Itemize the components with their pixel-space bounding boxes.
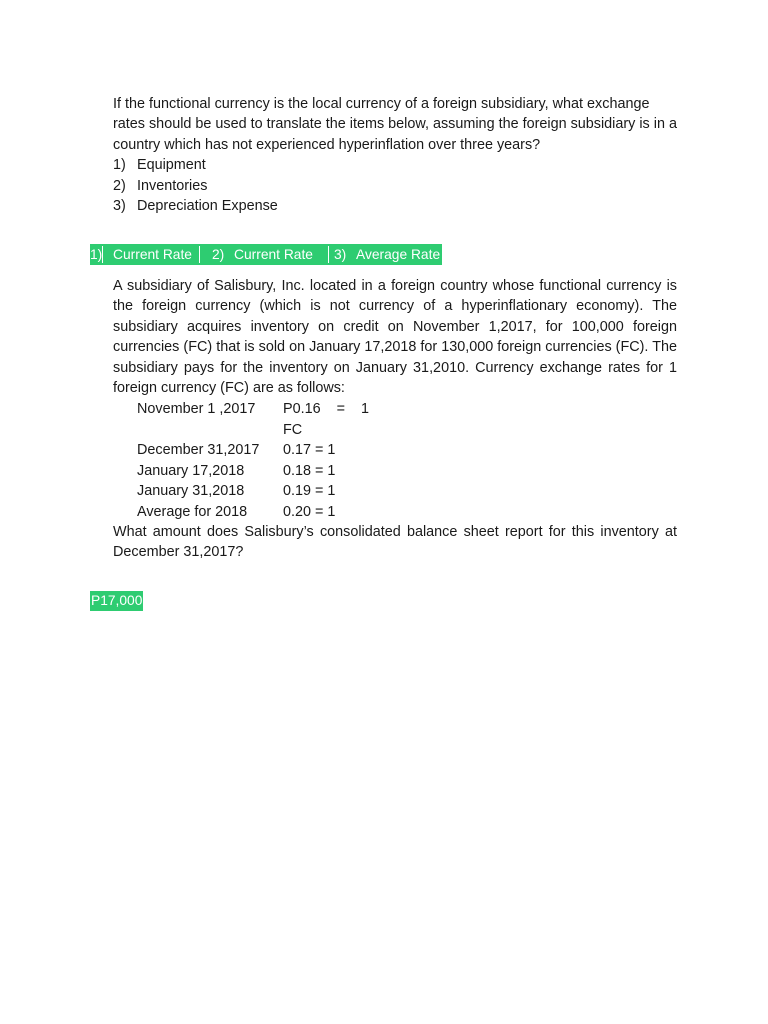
rate-date: January 31,2018: [137, 483, 245, 499]
list-item-label: Depreciation Expense: [137, 198, 278, 215]
rate-date: Average for 2018: [137, 503, 248, 520]
rate-date: January 17,2018: [137, 462, 245, 479]
divider: [199, 246, 200, 263]
list-item-label: Equipment: [137, 157, 206, 174]
rate-value: P0.16 = 1: [283, 401, 369, 417]
rate-value: 0.19 = 1: [283, 483, 336, 499]
answer-1-num-3: 3): [334, 247, 347, 262]
rate-row: [137, 420, 397, 440]
question-1-text: If the functional currency is the local currency of a foreign subsidiary, what exchange rates should be used to translate the items below, assuming the foreign subsidiary is in a country which has not experienced hyperinflation over three years?: [113, 96, 677, 153]
rate-row: [137, 502, 397, 522]
answer-2-highlight: P17,000: [90, 591, 143, 611]
answer-1-label-3: Average Rate: [356, 247, 441, 262]
rate-row: [137, 399, 397, 419]
list-item-number: 3): [113, 198, 126, 215]
rate-date: December 31,2017: [137, 442, 260, 458]
rate-row: [137, 481, 397, 501]
answer-1-label-2: Current Rate: [234, 247, 313, 262]
rate-row: [137, 440, 397, 460]
list-item-number: 2): [113, 177, 126, 194]
rate-value: FC: [283, 421, 303, 438]
divider: [102, 246, 103, 263]
divider: [328, 246, 329, 263]
list-item: [113, 155, 677, 175]
rate-value: 0.20 = 1: [283, 503, 336, 520]
answer-1-label-1: Current Rate: [113, 247, 192, 262]
answer-1-num-2: 2): [212, 247, 225, 262]
rate-value: 0.17 = 1: [283, 442, 336, 458]
answer-1-num-1: 1): [90, 247, 103, 262]
list-item: [113, 176, 677, 196]
question-2-text: A subsidiary of Salisbury, Inc. located in a foreign country whose functional currency is the foreign currency (which is not currency of a hyperinflationary economy). The subsidiary acquires inventory on credit on November 1,2017, for 100,000 foreign currencies (FC) that is sold on January 17,2018 for 130,000 foreign currencies (FC). The subsidiary pays for the inventory on January 31,2010. Currency exchange rates for 1 foreign currency (FC) are as follows:: [113, 278, 677, 397]
rate-row: [137, 461, 397, 481]
rate-date: November 1 ,2017: [137, 401, 256, 417]
question-2-question: What amount does Salisbury’s consolidated balance sheet report for this inventory at December 31,2017?: [113, 524, 677, 561]
question-1: [113, 94, 677, 216]
list-item-label: Inventories: [137, 177, 208, 194]
answer-1-highlight: [90, 244, 442, 265]
rate-value: 0.18 = 1: [283, 462, 336, 479]
list-item: [113, 196, 677, 216]
list-item-number: 1): [113, 157, 126, 174]
